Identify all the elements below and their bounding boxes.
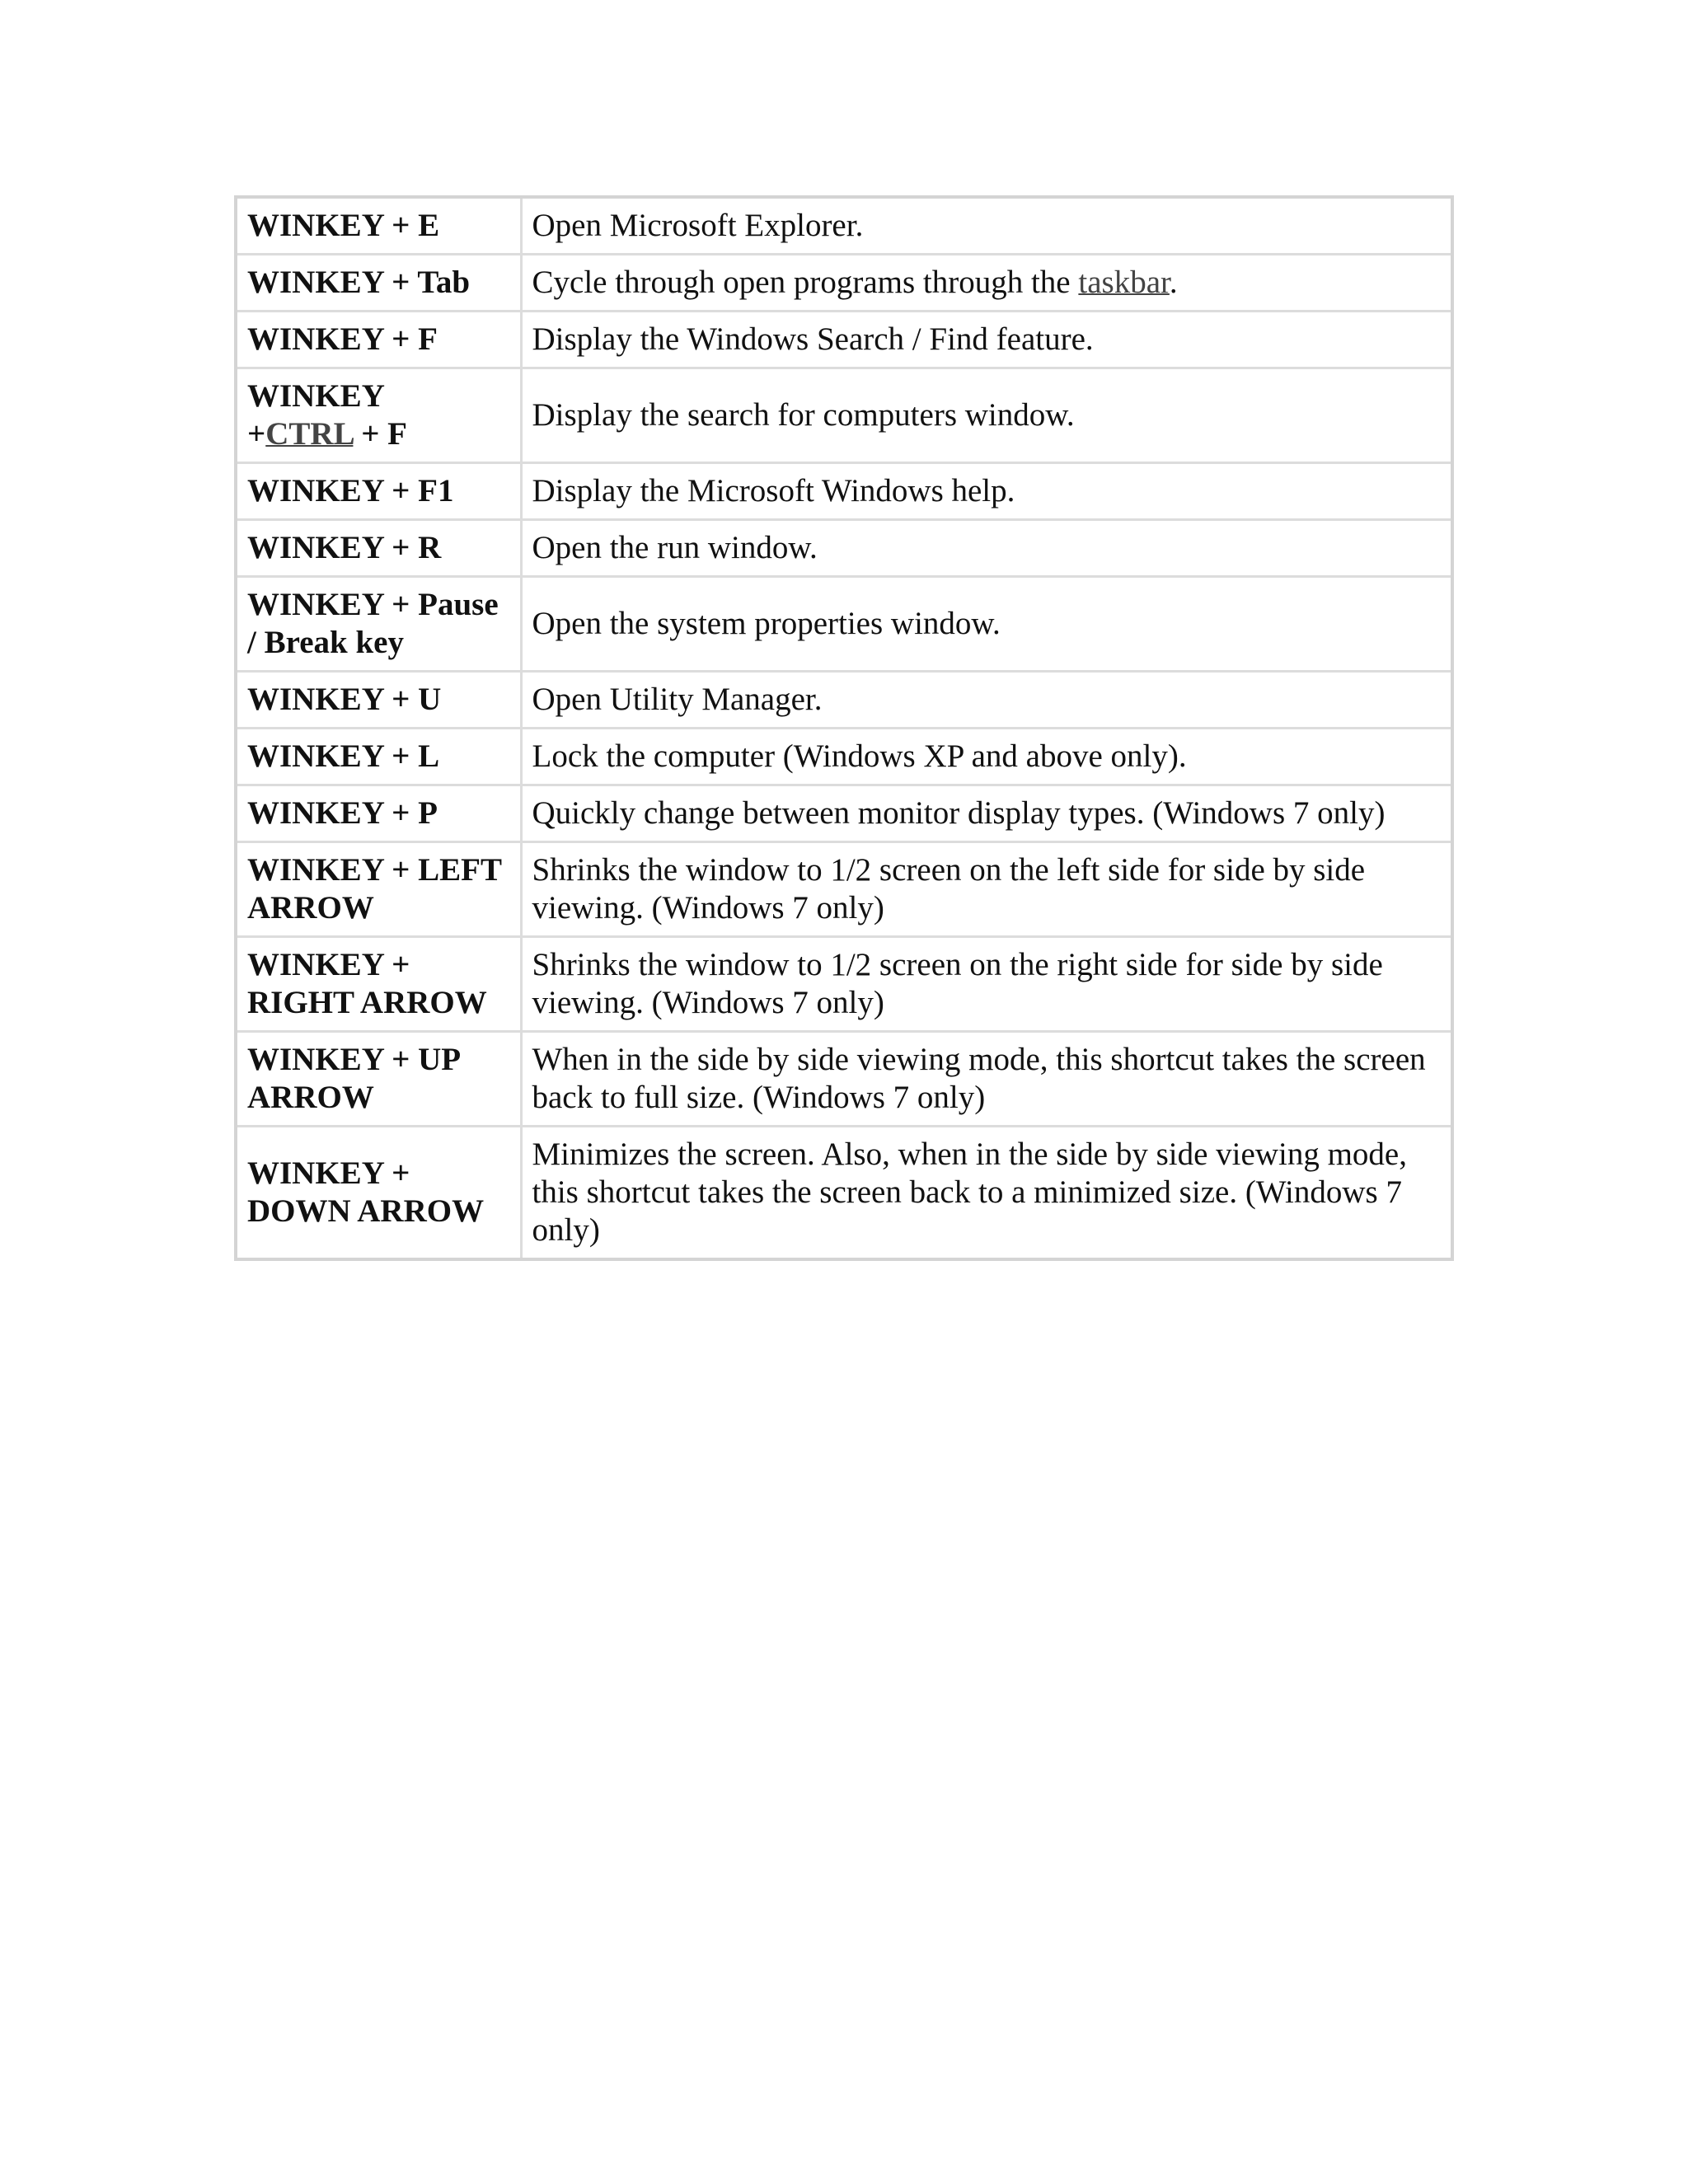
shortcut-description-cell [521, 785, 1452, 842]
shortcut-description-text: Open the system properties window. [532, 606, 1001, 641]
shortcut-key-text: WINKEY + Pause / Break key [247, 587, 499, 660]
shortcut-key-cell [236, 785, 521, 842]
shortcut-key-text: WINKEY [247, 378, 385, 414]
shortcut-description-cell [521, 312, 1452, 368]
shortcut-key-cell [236, 729, 521, 785]
shortcut-key-text: WINKEY + LEFT ARROW [247, 852, 502, 926]
shortcut-description-text: Lock the computer (Windows XP and above only). [532, 738, 1187, 774]
taskbar-link[interactable]: taskbar [1078, 265, 1170, 300]
shortcut-key-cell [236, 368, 521, 463]
shortcut-key-text: + F [353, 416, 407, 452]
shortcut-key-cell [236, 577, 521, 672]
shortcut-key-cell [236, 842, 521, 937]
table-row [236, 197, 1452, 255]
table-row [236, 729, 1452, 785]
shortcut-description-cell [521, 255, 1452, 312]
shortcut-description-cell [521, 1032, 1452, 1127]
shortcut-description-cell [521, 729, 1452, 785]
shortcut-description-text: Open Utility Manager. [532, 682, 823, 717]
shortcut-description-cell [521, 463, 1452, 520]
shortcut-key-text: + [247, 416, 266, 452]
shortcut-description-text: Open the run window. [532, 530, 818, 565]
shortcut-key-cell [236, 520, 521, 577]
table-row [236, 785, 1452, 842]
shortcut-key-cell [236, 937, 521, 1032]
table-row [236, 672, 1452, 729]
shortcut-key-cell [236, 197, 521, 255]
shortcut-key-text: WINKEY + UP ARROW [247, 1042, 459, 1115]
shortcut-key-text: WINKEY + F1 [247, 473, 454, 509]
shortcut-description-text: Display the search for computers window. [532, 397, 1075, 433]
table-row [236, 842, 1452, 937]
shortcut-table-body [236, 197, 1452, 1259]
shortcut-description-cell [521, 1127, 1452, 1260]
shortcut-table [234, 195, 1454, 1261]
table-row [236, 312, 1452, 368]
shortcut-description-text: Display the Microsoft Windows help. [532, 473, 1015, 509]
shortcut-key-text: WINKEY + Tab [247, 265, 471, 300]
shortcut-description-text: When in the side by side viewing mode, this shortcut takes the screen back to full size. (Windows 7 only) [532, 1042, 1426, 1115]
shortcut-key-cell [236, 312, 521, 368]
shortcut-description-cell [521, 197, 1452, 255]
table-row [236, 368, 1452, 463]
shortcut-key-cell [236, 1032, 521, 1127]
shortcut-description-cell [521, 577, 1452, 672]
shortcut-key-text: WINKEY + DOWN ARROW [247, 1155, 485, 1229]
ctrl-link[interactable]: CTRL [265, 416, 354, 452]
shortcut-description-text: Quickly change between monitor display types. (Windows 7 only) [532, 795, 1386, 831]
shortcut-description-text: . [1169, 265, 1178, 300]
shortcut-description-text: Shrinks the window to 1/2 screen on the right side for side by side viewing. (Windows 7 only) [532, 947, 1383, 1020]
shortcut-description-cell [521, 842, 1452, 937]
table-row [236, 1127, 1452, 1260]
shortcut-key-text: WINKEY + L [247, 738, 440, 774]
shortcut-description-text: Cycle through open programs through the [532, 265, 1079, 300]
table-row [236, 255, 1452, 312]
shortcut-key-text: WINKEY + R [247, 530, 442, 565]
table-row [236, 577, 1452, 672]
shortcut-description-text: Shrinks the window to 1/2 screen on the left side for side by side viewing. (Windows 7 only) [532, 852, 1366, 926]
shortcut-key-cell [236, 255, 521, 312]
shortcut-key-cell [236, 672, 521, 729]
table-row [236, 1032, 1452, 1127]
shortcut-description-cell [521, 672, 1452, 729]
shortcut-key-cell [236, 463, 521, 520]
shortcut-description-cell [521, 937, 1452, 1032]
shortcut-key-text: WINKEY + U [247, 682, 442, 717]
shortcut-description-text: Display the Windows Search / Find feature. [532, 321, 1094, 357]
shortcut-description-cell [521, 368, 1452, 463]
shortcut-key-text: WINKEY + RIGHT ARROW [247, 947, 487, 1020]
table-row [236, 937, 1452, 1032]
shortcut-key-text: WINKEY + P [247, 795, 438, 831]
shortcut-description-text: Open Microsoft Explorer. [532, 208, 864, 243]
shortcut-key-cell [236, 1127, 521, 1260]
table-row [236, 520, 1452, 577]
shortcut-description-cell [521, 520, 1452, 577]
shortcut-key-text: WINKEY + E [247, 208, 440, 243]
shortcut-key-text: WINKEY + F [247, 321, 438, 357]
shortcut-description-text: Minimizes the screen. Also, when in the side by side viewing mode, this shortcut takes the screen back to a minimized size. (Windows 7 only) [532, 1137, 1407, 1248]
table-row [236, 463, 1452, 520]
